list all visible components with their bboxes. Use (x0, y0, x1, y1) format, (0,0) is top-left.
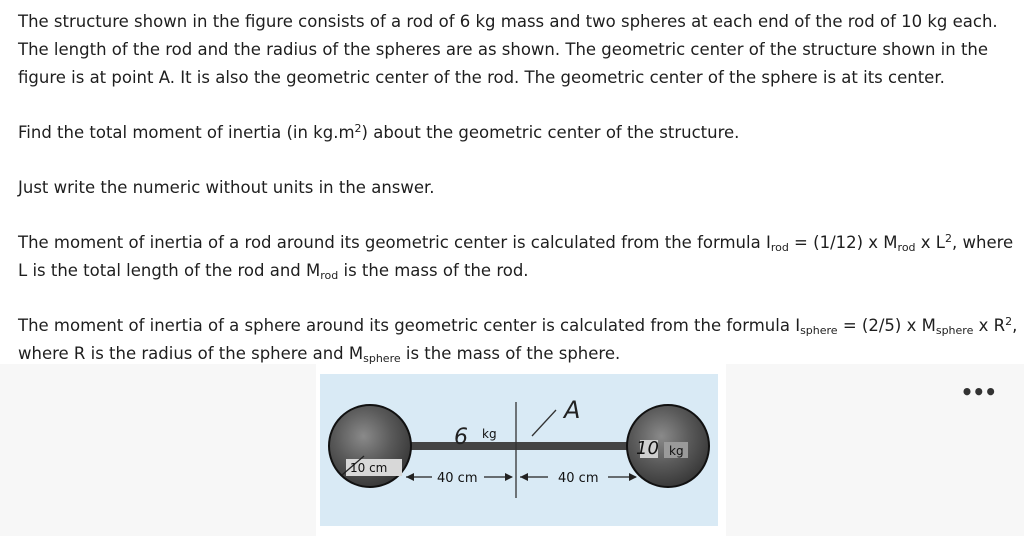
rod (400, 442, 650, 450)
more-options-icon[interactable]: ••• (960, 380, 996, 404)
paragraph-instruction: Just write the numeric without units in the answer. (18, 178, 435, 197)
rod-sub-2: rod (897, 241, 916, 254)
sphere-text-2: = (2/5) x M (837, 316, 936, 335)
sphere-sub-2: sphere (935, 324, 974, 337)
sphere-sub-1: sphere (800, 324, 838, 337)
right-length-arrow-left (520, 473, 528, 481)
rod-text-2: = (1/12) x M (788, 233, 898, 252)
sphere-text-3: x R (973, 316, 1006, 335)
point-a-label: A (564, 396, 581, 424)
left-length-arrow-right (505, 473, 513, 481)
figure-svg (320, 374, 718, 526)
paragraph-find (18, 119, 1018, 147)
left-length-label: 40 cm (437, 471, 478, 486)
left-length-arrow-left (406, 473, 414, 481)
rod-mass-digit: 6 (454, 425, 468, 450)
sphere-sup: 2 (1005, 315, 1013, 328)
rod-text-5: is the mass of the rod. (338, 261, 529, 280)
rod-sub-1: rod (770, 241, 789, 254)
radius-label: 10 cm (350, 461, 388, 475)
point-a-pointer (532, 410, 556, 436)
text-find-post: ) about the geometric center of the structure. (361, 123, 740, 142)
sphere-mass-unit: kg (669, 444, 684, 458)
sphere-mass-digits: 10 (636, 438, 659, 459)
sphere-text-1: The moment of inertia of a sphere around its geometric center is calculated from the formula I (18, 316, 801, 335)
superscript-2: 2 (354, 122, 362, 135)
right-length-label: 40 cm (558, 471, 599, 486)
sphere-text-5: is the mass of the sphere. (400, 344, 621, 363)
sphere-text-4: , where R is the radius of the sphere and M (18, 316, 1018, 363)
paragraph-rod-formula (18, 229, 1018, 285)
left-panel (0, 364, 316, 536)
rod-text-1: The moment of inertia of a rod around its geometric center is calculated from the formula I (18, 233, 771, 252)
rod-sub-3: rod (320, 269, 339, 282)
rod-text-4: , where L is the total length of the rod and M (18, 233, 1014, 280)
text-find-pre: Find the total moment of inertia (in kg.m (18, 123, 355, 142)
sphere-sub-3: sphere (363, 352, 401, 365)
rod-text-3: x L (915, 233, 945, 252)
right-length-arrow-right (629, 473, 637, 481)
rod-sup: 2 (945, 232, 952, 245)
question-text (18, 8, 1018, 368)
paragraph-sphere-formula (18, 312, 1018, 368)
structure-figure (320, 374, 718, 526)
paragraph-structure: The structure shown in the figure consists of a rod of 6 kg mass and two spheres at each end of the rod of 10 kg each. The length of the rod and the radius of the spheres are as shown. The geometric center of the structure shown in the figure is at point A. It is also the geometric center of the rod. The geometric center of the sphere is at its center. (18, 12, 998, 87)
rod-mass-unit: kg (482, 427, 497, 441)
